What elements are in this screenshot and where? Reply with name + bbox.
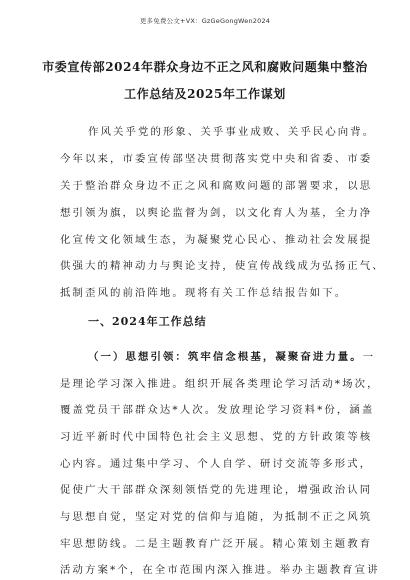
intro-line: 今年以来，市委宣传部坚决贯彻落实党中央和省委、市委 bbox=[60, 153, 373, 165]
header-promo-note: 更多免费公文+VX：GzGeGongWen2024 bbox=[139, 17, 271, 25]
subsection-tail: 一 bbox=[362, 351, 376, 363]
document-title-line-2: 工作总结及2025年工作谋划 bbox=[124, 87, 286, 101]
body-line: 牢思想防线。二是主题教育广泛开展。精心策划主题教育 bbox=[60, 538, 373, 550]
body-line: 促使广大干部群众深刻领悟党的先进理论，增强政治认同 bbox=[60, 484, 373, 496]
body-line: 覆盖党员干部群众达*人次。发放理论学习资料*份，涵盖 bbox=[60, 404, 375, 416]
subsection-line bbox=[88, 351, 376, 363]
intro-line: 化宣传文化领域生态，为凝聚党心民心、推动社会发展提 bbox=[60, 234, 373, 246]
body-line: 是理论学习深入推进。组织开展各类理论学习活动*场次， bbox=[60, 378, 380, 390]
subsection-heading: （一）思想引领：筑牢信念根基，凝聚奋进力量。 bbox=[88, 351, 363, 363]
body-line: 心内容。通过集中学习、个人自学、研讨交流等多形式， bbox=[60, 458, 373, 470]
intro-line: 关于整治群众身边不正之风和腐败问题的部署要求，以思 bbox=[60, 180, 373, 192]
document-title-line-1: 市委宣传部2024年群众身边不正之风和腐败问题集中整治 bbox=[42, 60, 368, 74]
intro-line: 作风关乎党的形象、关乎事业成败、关乎民心向背。 bbox=[88, 126, 376, 138]
body-line: 习近平新时代中国特色社会主义思想、党的方针政策等核 bbox=[60, 431, 373, 443]
intro-line: 想引领为旗，以舆论监督为剑，以文化育人为基，全力净 bbox=[60, 207, 373, 219]
intro-line: 供强大的精神动力与舆论支持，使宣传战线成为弘扬正气、 bbox=[60, 260, 385, 272]
body-line: 活动方案*个，在全市范围内深入推进。举办主题教育宣讲 bbox=[60, 564, 380, 576]
body-line: 与思想自觉，坚定对党的信仰与追随，为抵制不正之风筑 bbox=[60, 511, 373, 523]
section-heading: 一、2024年工作总结 bbox=[88, 315, 207, 328]
intro-line: 抵制歪风的前沿阵地。现将有关工作总结报告如下。 bbox=[60, 287, 348, 299]
